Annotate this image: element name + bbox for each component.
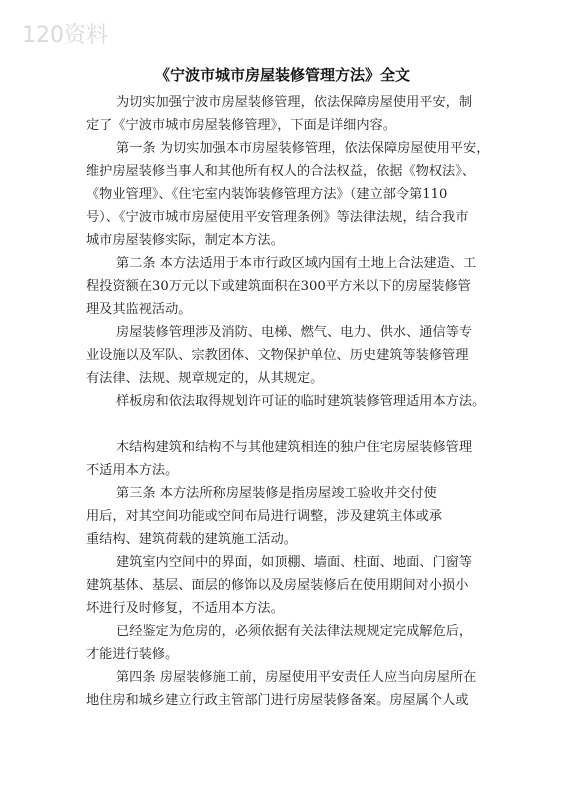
paragraph-line: 房屋装修管理涉及消防、电梯、燃气、电力、供水、通信等专	[116, 325, 473, 340]
paragraph-line: 《物业管理》、《住宅室内装饰装修管理方法》（建立部令第110	[86, 187, 448, 202]
paragraph-line: 用后，对其空间功能或空间布局进行调整，涉及建筑主体或承	[86, 509, 443, 524]
paragraph-line: 木结构建筑和结构不与其他建筑相连的独户住宅房屋装修管理	[116, 440, 473, 455]
paragraph-line: 程投资额在30万元以下或建筑面积在300平方米以下的房屋装修管	[86, 279, 471, 294]
paragraph-line: 已经鉴定为危房的，必须依据有关法律法规规定完成解危后，	[116, 624, 473, 639]
paragraph-line: 维护房屋装修当事人和其他所有权人的合法权益，依据《物权法》、	[86, 164, 476, 179]
watermark-text: 120资料	[22, 23, 108, 48]
paragraph-line: 理及其监视活动。	[86, 302, 192, 317]
paragraph-line: 坏进行及时修复，不适用本方法。	[86, 601, 284, 616]
paragraph-line: 为切实加强宁波市房屋装修管理，依法保障房屋使用平安，制	[116, 95, 473, 110]
paragraph-line: 样板房和依法取得规划许可证的临时建筑装修管理适用本方法。	[116, 394, 486, 409]
paragraph-line: 第二条 本方法适用于本市行政区域内国有土地上合法建造、工	[116, 256, 477, 271]
paragraph-line: 业设施以及军队、宗教团体、文物保护单位、历史建筑等装修管理	[86, 348, 469, 363]
paragraph-line: 才能进行装修。	[86, 647, 179, 662]
paragraph-line: 城市房屋装修实际，制定本方法。	[86, 233, 284, 248]
paragraph-line: 有法律、法规、规章规定的，从其规定。	[86, 371, 324, 386]
paragraph-line: 建筑基体、基层、面层的修饰以及房屋装修后在使用期间对小损小	[86, 578, 469, 593]
paragraph-line: 定了《宁波市城市房屋装修管理》，下面是详细内容。	[86, 118, 396, 133]
paragraph-line: 第四条 房屋装修施工前，房屋使用平安责任人应当向房屋所在	[116, 670, 477, 685]
paragraph-line: 号）、《宁波市城市房屋使用平安管理条例》等法律法规，结合我市	[86, 210, 469, 225]
paragraph-line: 不适用本方法。	[86, 463, 179, 478]
document-title: 《宁波市城市房屋装修管理方法》全文	[154, 66, 410, 84]
paragraph-line: 第一条 为切实加强本市房屋装修管理，依法保障房屋使用平安，	[116, 141, 490, 156]
paragraph-line: 重结构、建筑荷载的建筑施工活动。	[86, 532, 297, 547]
paragraph-line: 建筑室内空间中的界面，如顶棚、墙面、柱面、地面、门窗等	[116, 555, 473, 570]
paragraph-line: 第三条 本方法所称房屋装修是指房屋竣工验收并交付使	[116, 486, 437, 501]
paragraph-line: 地住房和城乡建立行政主管部门进行房屋装修备案。房屋属个人或	[86, 693, 469, 708]
